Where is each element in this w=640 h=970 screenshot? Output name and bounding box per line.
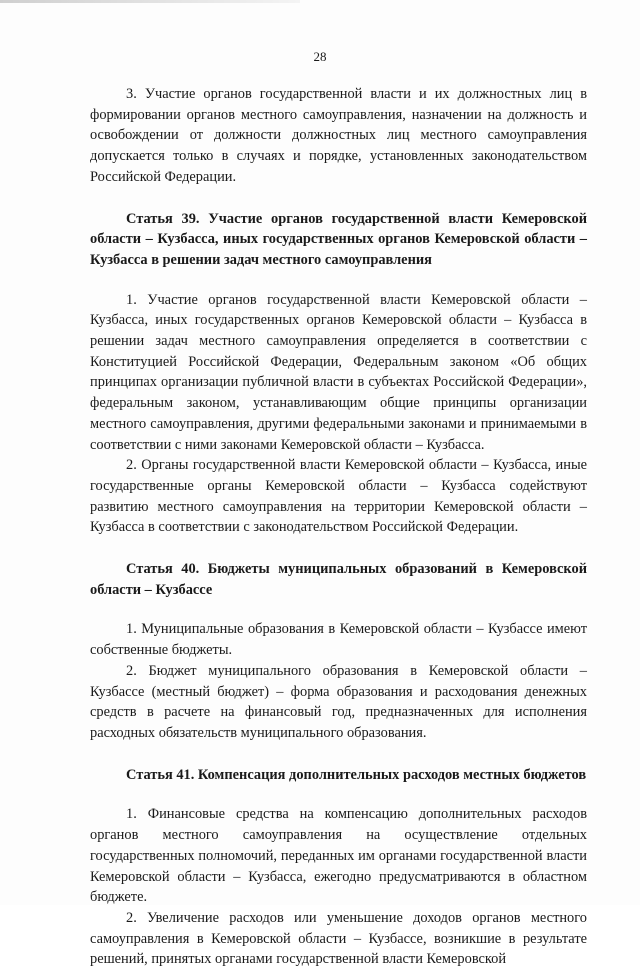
- scan-edge-artifact: [0, 0, 300, 3]
- article-40-heading: Статья 40. Бюджеты муниципальных образований в Кемеровской области – Кузбассе: [90, 561, 587, 598]
- page-number: 28: [313, 49, 327, 64]
- paragraph-art39-item1: 1. Участие органов государственной власти Кемеровской области – Кузбасса, иных государственных органов Кемеровской области – Кузбасса в решении задач местного самоуправления определяется в соответствии с Конституцией Российской Федерации, Федеральным законом «Об общих принципах организации публичной власти в субъектах Российской Федерации», федеральным законом, устанавливающим общие принципы организации местного самоуправления, другими федеральными законами и принимаемыми в соответствии с ними законами Кемеровской области – Кузбасса.: [90, 291, 587, 453]
- paragraph-art40-item1: 1. Муниципальные образования в Кемеровской области – Кузбассе имеют собственные бюджеты.: [90, 621, 587, 659]
- document-body: [90, 84, 587, 970]
- paragraph-art41-item2: 2. Увеличение расходов или уменьшение доходов органов местного самоуправления в Кемеровской области – Кузбассе, возникшие в результате решений, принятых органами государственной власти Кемеровской: [90, 909, 587, 968]
- article-41-heading: Статья 41. Компенсация дополнительных расходов местных бюджетов: [126, 766, 587, 783]
- paragraph-art39-item2: 2. Органы государственной власти Кемеровской области – Кузбасса, иные государственные органы Кемеровской области – Кузбасса содействуют развитию местного самоуправления на территории Кемеровской области – Кузбасса в соответствии с законодательством Российской Федерации.: [90, 457, 587, 536]
- paragraph-art40-item2: 2. Бюджет муниципального образования в Кемеровской области – Кузбассе (местный бюджет) – форма образования и расходования денежных средств в расчете на финансовый год, предназначенных для исполнения расходных обязательств муниципального образования.: [90, 662, 587, 741]
- article-39-heading: Статья 39. Участие органов государственной власти Кемеровской области – Кузбасса, иных государственных органов Кемеровской области – Кузбасса в решении задач местного самоуправления: [90, 210, 587, 268]
- paragraph-art38-item3: 3. Участие органов государственной власти и их должностных лиц в формировании органов местного самоуправления, назначении на должность и освобождении от должности должностных лиц местного самоуправления допускается только в случаях и порядке, установленных законодательством Российской Федерации.: [90, 86, 587, 185]
- paragraph-art41-item1: 1. Финансовые средства на компенсацию дополнительных расходов органов местного самоуправления на осуществление отдельных государственных полномочий, переданных им органами государственной власти Кемеровской области – Кузбасса, ежегодно предусматриваются в областном бюджете.: [90, 806, 587, 906]
